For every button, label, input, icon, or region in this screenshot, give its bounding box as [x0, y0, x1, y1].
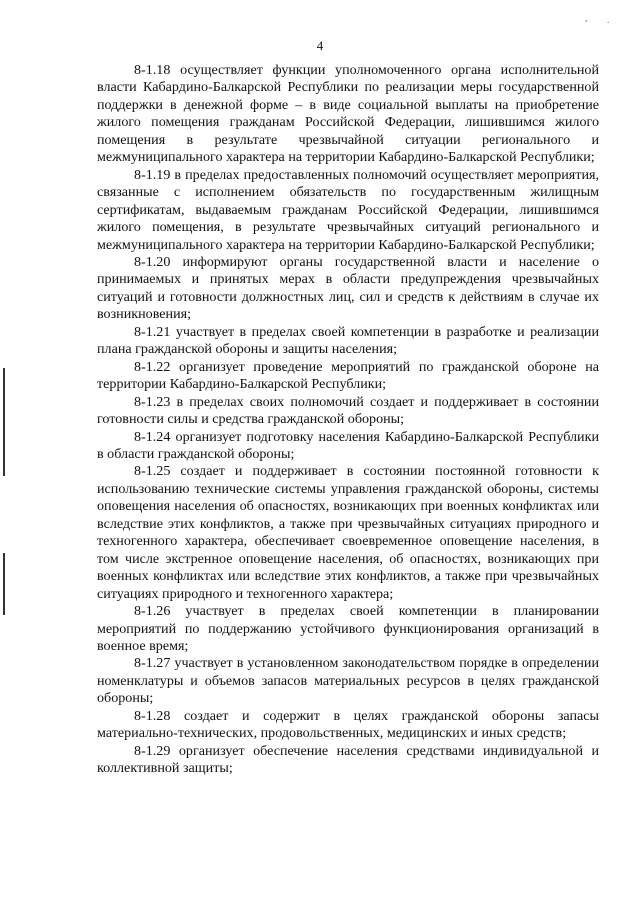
corner-mark-dot: . [607, 15, 610, 25]
paragraph-8-1-19: 8-1.19 в пределах предоставленных полномочий осуществляет мероприятия, связанные с исполнением обязательств по государственным жилищным сертификатам, выдаваемым гражданам Российской Федерации, лишившимся жилого помещения, в результате чрезвычайных ситуаций регионального и межмуниципального характера на территории Кабардино-Балкарской Республики; [97, 166, 599, 253]
paragraph-8-1-25: 8-1.25 создает и поддерживает в состоянии постоянной готовности к использованию технические системы управления гражданской обороны, системы оповещения населения об опасностях, возникающих при военных конфликтах или вследствие этих конфликтов, а также при чрезвычайных ситуациях природного и техногенного характера, обеспечивает своевременное оповещение населения, в том числе экстренное оповещение населения, об опасностях, возникающих при военных конфликтах или вследствие этих конфликтов, а также при чрезвычайных ситуациях природного и техногенного характера; [97, 463, 599, 602]
paragraph-8-1-18: 8-1.18 осуществляет функции уполномоченного органа исполнительной власти Кабардино-Балкарской Республики по реализации меры государственной поддержки в денежной форме – в виде социальной выплаты на приобретение жилого помещения гражданам Российской Федерации, лишившимся жилого помещения в результате чрезвычайной ситуации регионального и межмуниципального характера на территории Кабардино-Балкарской Республики; [97, 62, 599, 166]
margin-mark [3, 368, 5, 476]
paragraph-8-1-23: 8-1.23 в пределах своих полномочий создает и поддерживает в состоянии готовности силы и средства гражданской обороны; [97, 393, 599, 428]
paragraph-8-1-24: 8-1.24 организует подготовку населения Кабардино-Балкарской Республики в области гражданской обороны; [97, 428, 599, 462]
paragraph-8-1-26: 8-1.26 участвует в пределах своей компетенции в планировании мероприятий по поддержанию устойчивого функционирования организаций в военное время; [97, 603, 599, 654]
paragraph-8-1-22: 8-1.22 организует проведение мероприятий по гражданской обороне на территории Кабардино-Балкарской Республики; [97, 358, 599, 393]
paragraph-8-1-27: 8-1.27 участвует в установленном законодательством порядке в определении номенклатуры и объемов запасов материальных ресурсов в целях гражданской обороны; [97, 655, 599, 707]
document-body [97, 62, 599, 778]
margin-mark [3, 553, 5, 615]
corner-mark-comma: , [585, 13, 588, 23]
page-number: 4 [316, 38, 324, 53]
paragraph-8-1-28: 8-1.28 создает и содержит в целях гражданской обороны запасы материально-технических, продовольственных, медицинских и иных средств; [97, 707, 599, 742]
paragraph-8-1-20: 8-1.20 информируют органы государственной власти и население о принимаемых и принятых мерах в области предупреждения чрезвычайных ситуаций и готовности должностных лиц, сил и средств к действиям в случае их возникновения; [97, 253, 599, 323]
paragraph-8-1-21: 8-1.21 участвует в пределах своей компетенции в разработке и реализации плана гражданской обороны и защиты населения; [97, 323, 599, 358]
paragraph-8-1-29: 8-1.29 организует обеспечение населения средствами индивидуальной и коллективной защиты; [97, 742, 599, 777]
